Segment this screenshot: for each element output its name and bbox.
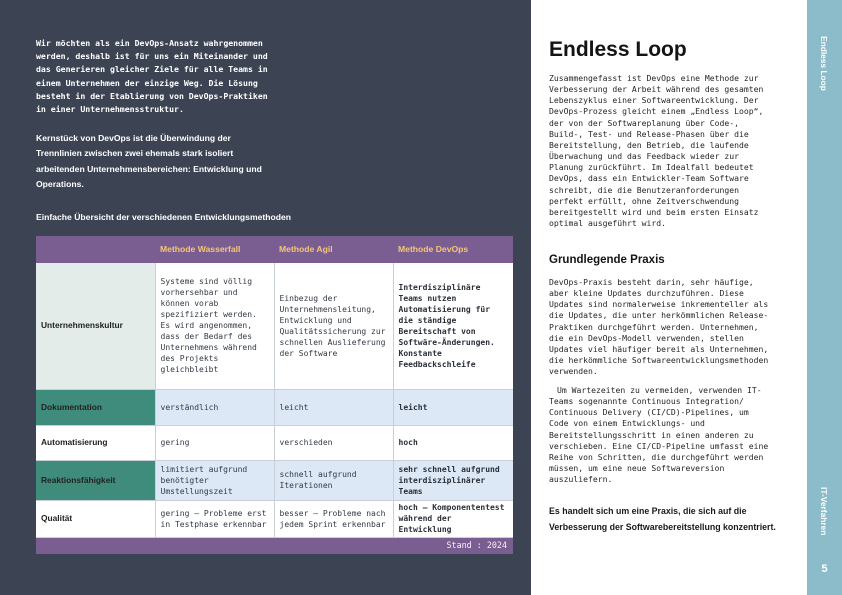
practice-paragraph: DevOps-Praxis besteht darin, sehr häufige, aber kleine Updates durchzuführen. Diese Updates sind normalerweise inkrementeller als die Updates, die unter herkömmlichen Release-Praktiken durchgeführt werden. Unternehmen, die ein DevOps-Modell verwenden, stellen Updates viel häufiger bereit als Unternehmen, die herkömmliche Softwareentwicklungsmethoden verwenden. — [549, 277, 769, 377]
closing-statement: Es handelt sich um eine Praxis, die sich auf die Verbesserung der Softwarebereitstellung konzentriert. — [549, 506, 776, 532]
header-wasserfall: Methode Wasserfall — [155, 236, 274, 263]
row-label: Automatisierung — [36, 425, 155, 460]
row-label: Reaktionsfähigkeit — [36, 460, 155, 500]
side-tab-section-label: Endless Loop — [819, 36, 829, 91]
cell-wasserfall: Systeme sind völlig vorhersehbar und können vorab spezifiziert werden. Es wird angenommen, dass der Bedarf des Unternehmens während des Projekts gleichbleibt — [155, 263, 274, 389]
cell-devops: Interdisziplinäre Teams nutzen Automatisierung für die ständige Bereitschaft von Softwäre-Änderungen. Konstante Feedbackschleife — [393, 263, 513, 389]
table-date-stamp: Stand : 2024 — [36, 537, 513, 554]
cell-wasserfall: gering – Probleme erst in Testphase erkennbar — [155, 500, 274, 537]
summary-paragraph: Zusammengefasst ist DevOps eine Methode zur Verbesserung der Arbeit während des gesamten Lebenszyklus einer Softwareentwicklung. Der DevOps-Prozess gleicht einem „Endless Loop“, der von der Softwareplanung über Code-, Build-, Test- und Release-Phasen über die Bereitstellung, den Betrieb, die laufende Überwachung und das Feedback wieder zur Planung zurückführt. Im Idealfall bedeutet DevOps, dass ein Entwickler-Team Software schreibt, die die Benutzeranforderungen perfekt erfüllt, ohne Zeitverschwendung bereitgestellt wird und beim ersten Einsatz optimal ausgeführt wird. — [549, 73, 764, 229]
header-empty — [36, 236, 155, 263]
row-label: Unternehmenskultur — [36, 263, 155, 389]
methods-comparison-table — [36, 236, 513, 554]
intro-text: Wir möchten als ein DevOps-Ansatz wahrgenommen werden, deshalb ist für uns ein Miteinander und das Generieren gleicher Ziele für alle Teams in einem Unternehmen der einzige Weg. Die Lösung besteht in der Etablierung von DevOps-Praktiken in einer Unternehmensstruktur. — [36, 38, 268, 115]
table-row — [36, 500, 513, 537]
page-title: Endless Loop — [549, 38, 687, 61]
header-agil: Methode Agil — [274, 236, 393, 263]
table-row — [36, 389, 513, 425]
row-label: Dokumentation — [36, 389, 155, 425]
cell-wasserfall: limitiert aufgrund benötigter Umstellungszeit — [155, 460, 274, 500]
cell-agil: schnell aufgrund Iterationen — [274, 460, 393, 500]
table-footer-row — [36, 537, 513, 554]
section-heading: Grundlegende Praxis — [549, 254, 665, 266]
cell-agil: verschieden — [274, 425, 393, 460]
cell-devops: sehr schnell aufgrund interdisziplinärer Teams — [393, 460, 513, 500]
table-caption: Einfache Übersicht der verschiedenen Entwicklungsmethoden — [36, 212, 292, 222]
cell-agil: Einbezug der Unternehmensleitung, Entwicklung und Qualitätssicherung zur schnellen Auslieferung der Software — [274, 263, 393, 389]
table-row — [36, 460, 513, 500]
table-row — [36, 425, 513, 460]
table-header-row — [36, 236, 513, 263]
side-tab-chapter-label: IT-Verfahren — [819, 487, 829, 536]
cicd-paragraph: Um Wartezeiten zu vermeiden, verwenden IT-Teams sogenannte Continuous Integration/ Continuous Delivery (CI/CD)-Pipelines, um Code von einem Entwicklungs- und Bereitstellungsschritt in einen anderen zu verschieben. Eine CI/CD-Pipeline umfasst eine Reihe von Schritten, die durchgeführt werden müssen, um eine neue Softwareversion auszuliefern. — [549, 385, 769, 485]
cell-wasserfall: verständlich — [155, 389, 274, 425]
core-statement: Kernstück von DevOps ist die Überwindung der Trennlinien zwischen zwei ehemals stark isoliert arbeitenden Unternehmensbereichen: Entwicklung und Operations. — [36, 133, 262, 190]
row-label: Qualität — [36, 500, 155, 537]
cell-agil: leicht — [274, 389, 393, 425]
cell-agil: besser – Probleme nach jedem Sprint erkennbar — [274, 500, 393, 537]
table-row — [36, 263, 513, 389]
cell-wasserfall: gering — [155, 425, 274, 460]
cell-devops: hoch – Komponententest während der Entwicklung — [393, 500, 513, 537]
cell-devops: hoch — [393, 425, 513, 460]
page-number: 5 — [821, 563, 828, 575]
cell-devops: leicht — [393, 389, 513, 425]
header-devops: Methode DevOps — [393, 236, 513, 263]
